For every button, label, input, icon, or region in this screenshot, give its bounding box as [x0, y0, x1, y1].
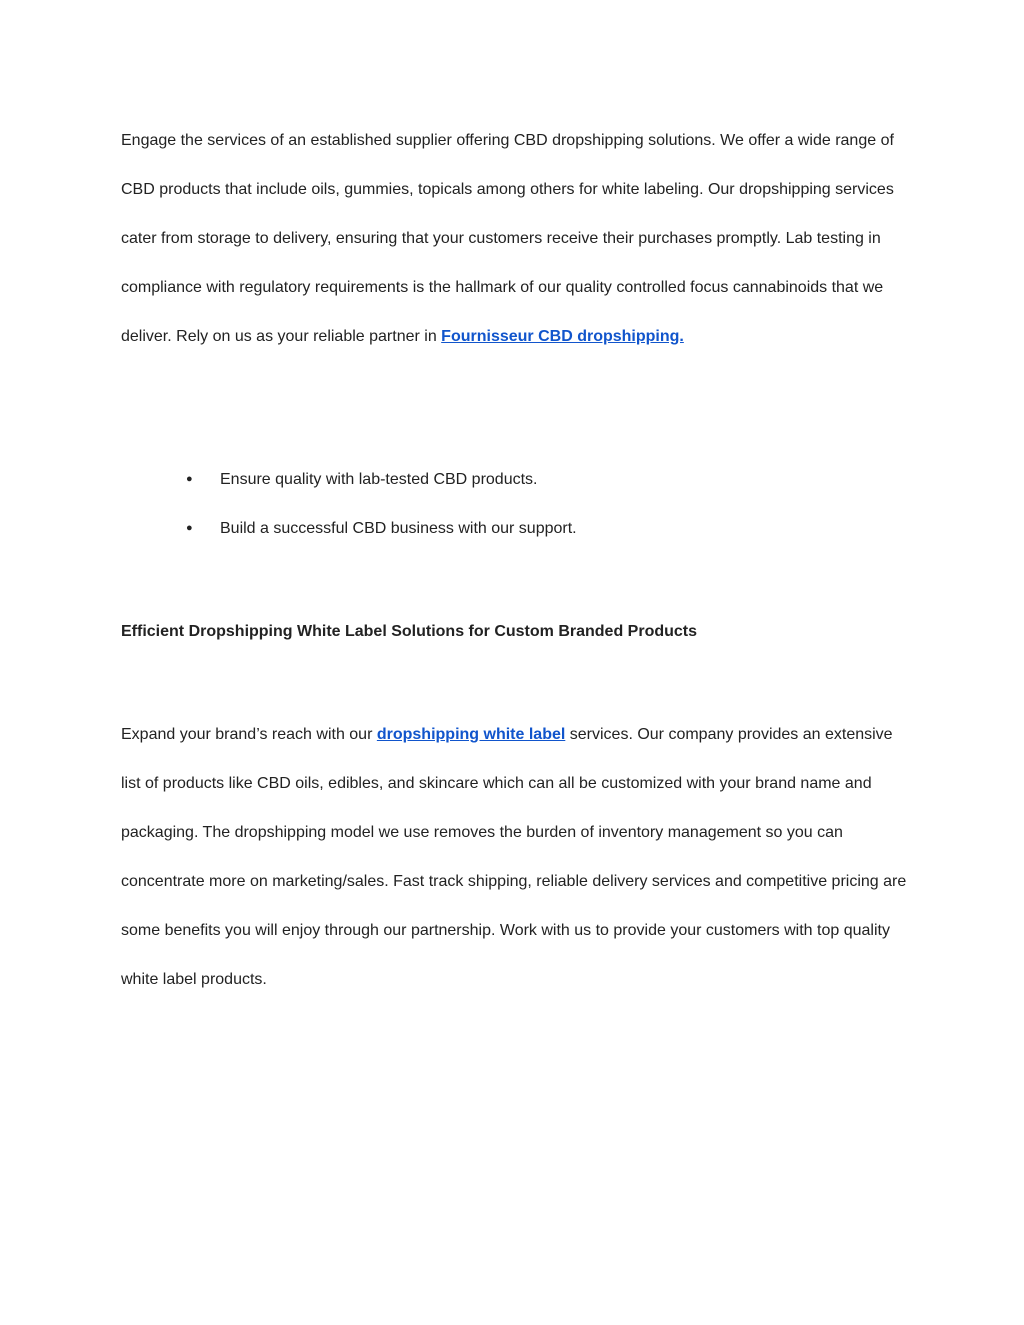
intro-section — [121, 116, 911, 361]
white-label-paragraph — [121, 710, 911, 1004]
bullet-item-text: Ensure quality with lab-tested CBD products. — [220, 471, 538, 488]
white-label-section — [121, 710, 911, 1004]
fournisseur-cbd-dropshipping-link[interactable]: Fournisseur CBD dropshipping. — [441, 328, 684, 345]
bullet-item-text: Build a successful CBD business with our support. — [220, 520, 577, 537]
bullet-dot-icon: ● — [186, 522, 193, 534]
bullet-item — [186, 504, 577, 553]
bullet-dot-icon: ● — [186, 473, 193, 485]
intro-paragraph-text: Engage the services of an established supplier offering CBD dropshipping solutions. We offer a wide range of CBD products that include oils, gummies, topicals among others for white labeling. Our dropshipping services cater from storage to delivery, ensuring that your customers receive their purchases promptly. Lab testing in compliance with regulatory requirements is the hallmark of our quality controlled focus cannabinoids that we deliver. Rely on us as your reliable partner in — [121, 132, 894, 345]
white-label-text-before: Expand your brand’s reach with our — [121, 726, 377, 743]
section-heading: Efficient Dropshipping White Label Solutions for Custom Branded Products — [121, 623, 698, 640]
white-label-text-after: services. Our company provides an extensive list of products like CBD oils, edibles, and skincare which can all be customized with your brand name and packaging. The dropshipping model we use removes the burden of inventory management so you can concentrate more on marketing/sales. Fast track shipping, reliable delivery services and competitive pricing are some benefits you will enjoy through our partnership. Work with us to provide your customers with top quality white label products. — [121, 726, 907, 988]
feature-bullet-list — [186, 455, 577, 553]
bullet-item — [186, 455, 577, 504]
intro-paragraph — [121, 116, 911, 361]
dropshipping-white-label-link[interactable]: dropshipping white label — [376, 726, 566, 743]
